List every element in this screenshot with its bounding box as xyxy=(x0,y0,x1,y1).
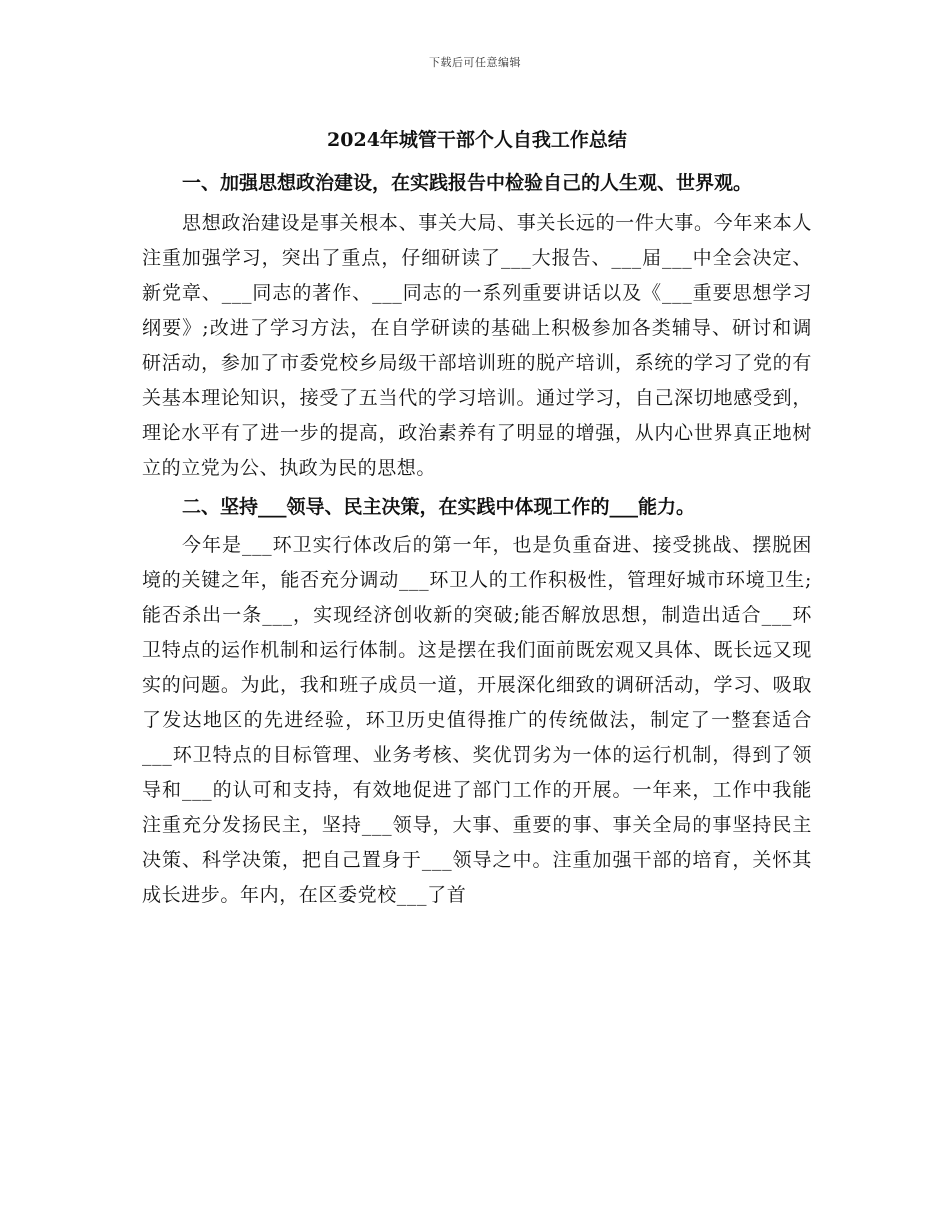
document-title: 2024年城管干部个人自我工作总结 xyxy=(327,129,627,151)
section-2-heading: 二、坚持___领导、民主决策，在实践中体现工作的___能力。 xyxy=(182,496,696,518)
section-2-paragraph: 今年是___环卫实行体改后的第一年，也是负重奋进、接受挑战、摆脱困境的关键之年，能否充分调动___环卫人的工作积极性，管理好城市环境卫生;能否杀出一条___，实现经济创收新的突破;能否解放思想，制造出适合___环卫特点的运作机制和运行体制。这是摆在我们面前既宏观又具体、既长远又现实的问题。为此，我和班子成员一道，开展深化细致的调研活动，学习、吸取了发达地区的先进经验，环卫历史值得推广的传统做法，制定了一整套适合___环卫特点的目标管理、业务考核、奖优罚劣为一体的运行机制，得到了领导和___的认可和支持，有效地促进了部门工作的开展。一年来，工作中我能注重充分发扬民主，坚持___领导，大事、重要的事、事关全局的事坚持民主决策、科学决策，把自己置身于___领导之中。注重加强干部的培育，关怀其成长进步。年内，在区委党校___了首 xyxy=(142,534,812,906)
section-1-paragraph: 思想政治建设是事关根本、事关大局、事关长远的一件大事。今年来本人注重加强学习，突出了重点，仔细研读了___大报告、___届___中全会决定、新党章、___同志的著作、___同志的一系列重要讲话以及《___重要思想学习纲要》;改进了学习方法，在自学研读的基础上积极参加各类辅导、研讨和调研活动，参加了市委党校乡局级干部培训班的脱产培训，系统的学习了党的有关基本理论知识，接受了五当代的学习培训。通过学习，自己深切地感受到，理论水平有了进一步的提高，政治素养有了明显的增强，从内心世界真正地树立的立党为公、执政为民的思想。 xyxy=(142,212,812,479)
section-1-heading: 一、加强思想政治建设，在实践报告中检验自己的人生观、世界观。 xyxy=(182,172,753,194)
header-note: 下载后可任意编辑 xyxy=(429,56,521,69)
document-body xyxy=(142,124,812,913)
